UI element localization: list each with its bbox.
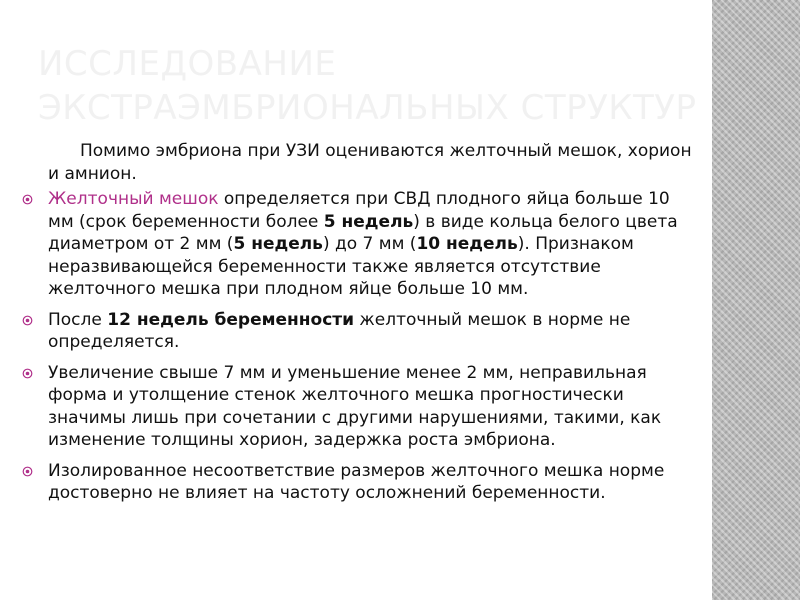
bullet-item-yolk-sac (22, 188, 694, 301)
circle-bullet-icon (22, 194, 33, 205)
slide-title-line-1: ИССЛЕДОВАНИЕ (38, 44, 337, 84)
bullet2-bold-1: 12 недель беременности (107, 309, 355, 330)
bullet1-text-3: ) до 7 мм ( (322, 234, 417, 254)
bullet1-text-4: ). Признаком неразвивающейся беременности также является отсутствие желточного мешка при плодном яйце больше 10 мм. (48, 234, 634, 299)
circle-bullet-icon (22, 368, 33, 379)
intro-paragraph: Помимо эмбриона при УЗИ оцениваются желточный мешок, хорион и амнион. (48, 141, 692, 184)
bullet1-bold-2: 5 недель (233, 234, 323, 254)
circle-bullet-icon (22, 315, 33, 326)
bullet-item-after-12-weeks (22, 309, 694, 354)
bullet4-text: Изолированное несоответствие размеров желточного мешка норме достоверно не влияет на частоту осложнений беременности. (48, 460, 665, 503)
bullet2-text-1: После (48, 309, 108, 330)
bullet1-text-1: определяется при СВД плодного яйца больше 10 мм (срок беременности более (48, 189, 670, 232)
bullet-item-isolated-mismatch (22, 460, 694, 505)
bullet1-bold-1: 5 недель (323, 211, 414, 232)
side-pattern-strip (712, 0, 800, 600)
yolk-sac-term: Желточный мешок (48, 189, 219, 209)
slide-title (38, 42, 698, 130)
slide-content (22, 140, 694, 513)
bullet-item-size-deviation (22, 362, 694, 452)
bullet1-bold-3: 10 недель (416, 234, 518, 254)
bullet1-text-2: ) в виде кольца белого цвета диаметром от 2 мм ( (48, 211, 678, 254)
circle-bullet-icon (22, 466, 33, 477)
bullet3-text: Увеличение свыше 7 мм и уменьшение менее 2 мм, неправильная форма и утолщение стенок желточного мешка прогностически значимы лишь при сочетании с другими нарушениями, такими, как изменение толщины хорион, задержка роста эмбриона. (48, 362, 662, 450)
slide-title-line-2: ЭКСТРАЭМБРИОНАЛЬНЫХ СТРУКТУР (38, 88, 697, 128)
bullet2-text-2: желточный мешок в норме не определяется. (48, 309, 631, 352)
